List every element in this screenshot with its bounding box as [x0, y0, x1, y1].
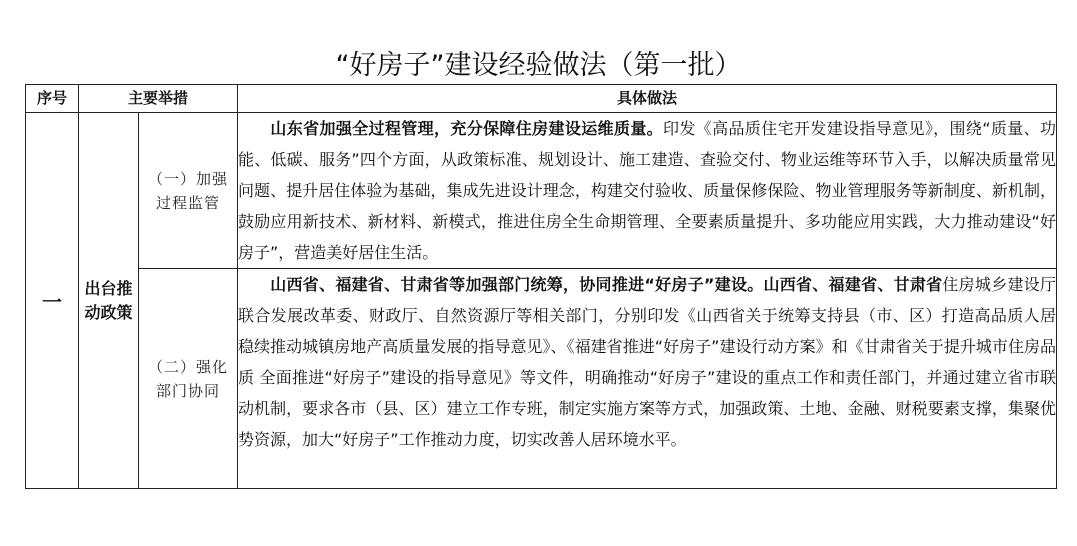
- detail-cell: [238, 113, 1057, 269]
- detail-cell: [238, 269, 1057, 489]
- table-header-row: [26, 85, 1057, 113]
- table-row: [26, 113, 1057, 269]
- page-title: “好房子”建设经验做法（第一批）: [335, 50, 742, 81]
- header-detail: 具体做法: [238, 85, 1057, 113]
- detail-body: 住房城乡建设厅联合发展改革委、财政厅、自然资源厅等相关部门，分别印发《山西省关于统筹支持县（市、区）打造高品质人居 稳续推动城镇房地产高质量发展的指导意见》、《福建省推进“好房子”建设行动方案》和《甘肃省关于提升城市住房品质 全面推进“好房子”建设的指导意见》等文件，明确推动“好房子”建设的重点工作和责任部门，并通过建立省市联动机制，要求各市（县、区）建立工作专班，制定实施方案等方式，加强政策、土地、金融、财税要素支撑，集聚优势资源，加大“好房子”工作推动力度，切实改善人居环境水平。: [238, 275, 1057, 449]
- detail-lead: 山东省加强全过程管理，充分保障住房建设运维质量。: [270, 119, 664, 138]
- sub-measure-label: （一）加强过程监管: [147, 169, 228, 212]
- row-seq: 一: [26, 113, 79, 489]
- main-measure-label: 出台推动政策: [84, 278, 133, 322]
- header-seq: 序号: [26, 85, 79, 113]
- header-main-measures: 主要举措: [79, 85, 238, 113]
- detail-lead: 山西省、福建省、甘肃省等加强部门统筹，协同推进“好房子”建设。山西省、福建省、甘肃省: [270, 275, 943, 294]
- sub-measure-cell: [139, 269, 238, 489]
- sub-measure-label: （二）强化部门协同: [147, 357, 228, 400]
- sub-measure-cell: [139, 113, 238, 269]
- table-row: [26, 269, 1057, 489]
- detail-body: 印发《高品质住宅开发建设指导意见》，围绕“质量、功能、低碳、服务”四个方面，从政策标准、规划设计、施工建造、查验交付、物业运维等环节入手，以解决质量常见问题、提升居住体验为基础，集成先进设计理念，构建交付验收、质量保修保险、物业管理服务等新制度、新机制，鼓励应用新技术、新材料、新模式，推进住房全生命期管理、全要素质量提升、多功能应用实践，大力推动建设“好房子”，营造美好居住生活。: [238, 119, 1057, 262]
- measures-table: [25, 84, 1057, 489]
- main-measure-cell: [79, 113, 139, 489]
